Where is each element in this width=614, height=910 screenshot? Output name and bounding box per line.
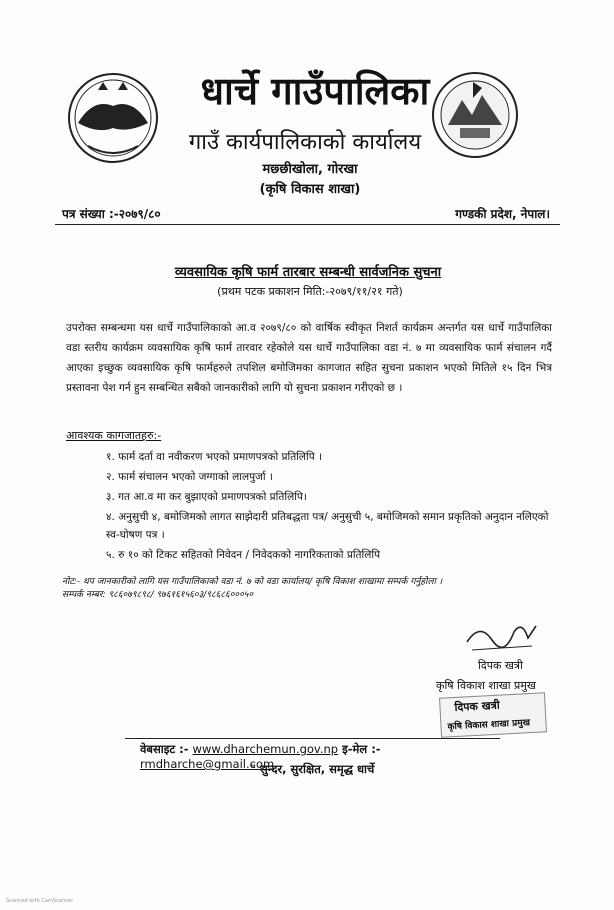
scanner-watermark: Scanned with CamScanner (6, 898, 74, 904)
contact-numbers: सम्पर्क नम्बर: ९८६०७९८९८/ ९७६१६१५६०३/९८६८६०००५० (62, 590, 254, 600)
province-label: गण्डकी प्रदेश, नेपाल। (455, 207, 550, 221)
municipality-motto: " सुन्दर, सुरक्षित, समृद्ध धार्चे (250, 762, 375, 776)
notice-date: (प्रथम पटक प्रकाशन मिति:-२०७९/११/२१ गते) (217, 285, 403, 298)
document-item: १. फार्म दर्ता वा नवीकरण भएको प्रमाणपत्रको प्रतिलिपि । (106, 451, 323, 463)
stamp-role: कृषि विकास शाखा प्रमुख (447, 718, 531, 733)
email-link[interactable]: rmdharche@gmail.com (140, 757, 275, 771)
document-item: ४. अनुसुची ४, बमोजिमको लागत साझेदारी प्रतिबद्धता पत्र/ अनुसुची ५, बमोजिमको समान प्रकृतिको अनुदान नलिएको स्व-घोषण पत्र । (106, 511, 549, 541)
stamp-name: दिपक खत्री (454, 698, 500, 714)
office-subtitle: गाउँ कार्यपालिकाको कार्यालय (188, 130, 422, 155)
branch-location: मछ्छीखोला, गोरखा (262, 162, 358, 177)
signatory-name: दिपक खत्री (478, 659, 523, 672)
municipality-title: धार्चे गाउँपालिका (200, 69, 430, 113)
letter-number: पत्र संख्या :-२०७९/८० (62, 207, 161, 221)
notice-title: व्यवसायिक कृषि फार्म तारबार सम्बन्धी सार्वजनिक सुचना (174, 265, 442, 280)
branch-name: (कृषि विकास शाखा) (259, 182, 361, 197)
notice-body: उपरोक्त सम्बन्धमा यस धार्चे गाउँपालिकाको आ.व २०७९/८० को वार्षिक स्वीकृत निशर्त कार्यक्रम अन्तर्गत यस धार्चे गाउँपालिका वडा स्तरीय कार्यक्रम व्यवसायिक कृषि फार्म तारवार रहेकोले यस धार्चे गाउँपालिका वडा नं. ७ मा व्यवसायिक फार्म संचालन गर्दै आएका इच्छुक व्यवसायिक कृषि फार्महरुले तपशिल बमोजिमका कागजात सहित सुचना प्रकाशन भएको मितिले १५ दिन भित्र प्रस्तावना पेश गर्न हुन सम्बन्धित सबैको जानकारीको लागि यो सुचना प्रकाशन गरीएको छ । (66, 322, 552, 394)
document-item: २. फार्म संचालन भएको जग्गाको लालपुर्जा । (106, 471, 273, 483)
contact-note (62, 576, 562, 602)
email-label: इ-मेल :- (342, 742, 381, 756)
document-item: ५. रु १० को टिकट सहितको निवेदन / निवेदकको नागरिकताको प्रतिलिपि (106, 549, 381, 561)
footer-divider (125, 738, 500, 739)
note-text: नोट:- थप जानकारीको लागि यस गाउँपालिकाको वडा नं. ७ को वडा कार्यालय/ कृषि विकाश शाखामा सम्पर्क गर्नुहोला । (62, 577, 443, 587)
document-item: ३. गत आ.व मा कर बुझाएको प्रमाणपत्रको प्रतिलिपि। (106, 491, 307, 503)
website-link[interactable]: www.dharchemun.gov.np (192, 742, 339, 756)
municipality-logo (430, 70, 520, 160)
signatory-role: कृषि विकाश शाखा प्रमुख (436, 679, 536, 692)
website-label: वेबसाइट :- (140, 742, 189, 756)
official-stamp (439, 692, 547, 737)
handwritten-signature (462, 612, 542, 658)
government-emblem-logo (58, 68, 168, 168)
documents-heading: आवश्यक कागजातहरु:- (66, 429, 162, 442)
header-divider (55, 224, 560, 225)
branch-info (230, 160, 390, 200)
